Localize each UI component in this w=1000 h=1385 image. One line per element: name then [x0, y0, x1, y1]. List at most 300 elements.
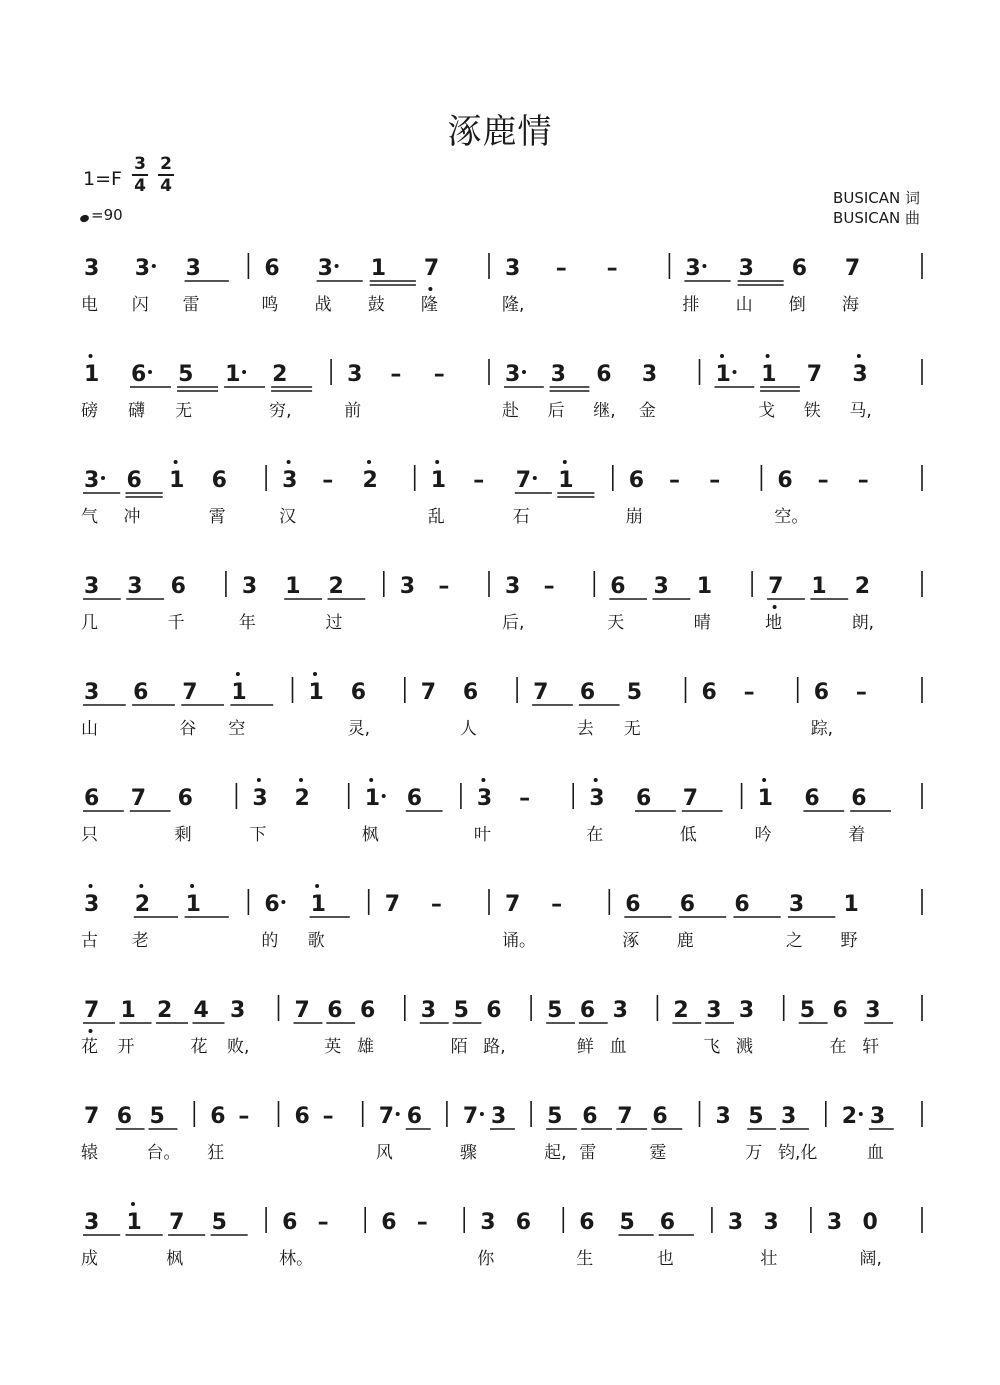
note: 1 — [169, 468, 185, 493]
note: 2 — [854, 574, 871, 599]
lyric-syllable: 天 — [607, 613, 625, 633]
note: 3 — [738, 256, 754, 281]
sustain-dash: – — [519, 786, 531, 811]
note: 6 — [406, 1104, 423, 1129]
lyric-syllable: 鸣 — [261, 295, 279, 315]
octave-up-dot — [369, 778, 373, 782]
augmentation-dot — [242, 370, 246, 374]
note: 6 — [791, 256, 808, 281]
note: 1 — [370, 256, 387, 281]
sustain-dash: – — [473, 468, 485, 493]
note: 6 — [264, 892, 280, 917]
lyric-syllable: 排 — [682, 295, 700, 315]
sustain-dash: – — [390, 362, 402, 387]
note: 6 — [360, 998, 376, 1023]
lyric-syllable: 朗, — [851, 613, 875, 633]
note: 7 — [384, 892, 401, 917]
note: 6 — [734, 892, 750, 917]
note: 6 — [579, 998, 596, 1023]
note: 1 — [843, 892, 859, 917]
note: 3 — [241, 574, 258, 599]
lyric-syllable: 路, — [483, 1037, 506, 1057]
note: 5 — [619, 1210, 635, 1235]
octave-up-dot — [313, 672, 317, 676]
sustain-dash: – — [855, 680, 867, 705]
octave-down-dot — [428, 287, 432, 291]
lyric-syllable: 阔, — [859, 1249, 882, 1269]
lyric-syllable: 倒 — [788, 295, 806, 315]
note: 1 — [231, 680, 247, 705]
lyric-syllable: 金 — [638, 401, 656, 421]
augmentation-dot — [480, 1112, 484, 1116]
note: 6 — [813, 680, 830, 705]
octave-up-dot — [139, 884, 143, 888]
note: 3 — [505, 256, 521, 281]
note: 6 — [264, 256, 280, 281]
lyric-syllable: 低 — [679, 825, 697, 845]
lyric-syllable: 枫 — [361, 825, 379, 845]
note: 6 — [579, 1210, 595, 1235]
octave-up-dot — [236, 672, 240, 676]
lyric-syllable: 雄 — [357, 1037, 374, 1057]
lyric-syllable: 电 — [81, 295, 98, 315]
lyric-syllable: 年 — [238, 613, 256, 633]
note: 1 — [308, 680, 324, 705]
note: 2 — [272, 362, 288, 387]
augmentation-dot — [335, 264, 339, 268]
sustain-dash: – — [322, 468, 334, 493]
lyric-syllable: 古 — [81, 931, 98, 951]
lyric-syllable: 灵, — [347, 719, 371, 739]
note: 7 — [806, 362, 823, 387]
lyric-syllable: 地 — [765, 613, 783, 633]
note: 3 — [84, 892, 100, 917]
note: 3 — [653, 574, 669, 599]
note: 3 — [738, 998, 755, 1023]
lyric-syllable: 踪, — [810, 719, 834, 739]
lyric-syllable: 山 — [735, 295, 753, 315]
note: 2 — [134, 892, 151, 917]
note: 3 — [589, 786, 605, 811]
lyric-syllable: 汉 — [279, 507, 297, 527]
augmentation-dot — [382, 794, 386, 798]
note: 6 — [610, 574, 626, 599]
octave-up-dot — [594, 778, 598, 782]
lyric-syllable: 战 — [314, 295, 332, 315]
note: 1 — [84, 362, 100, 387]
note: 6 — [701, 680, 717, 705]
lyric-syllable: 铁 — [803, 401, 821, 421]
lyric-syllable: 穷, — [269, 401, 292, 421]
note: 3 — [788, 892, 805, 917]
note: 3 — [505, 362, 521, 387]
lyric-syllable: 台。 — [146, 1143, 181, 1163]
note: 6 — [294, 1104, 310, 1129]
octave-up-dot — [720, 354, 724, 358]
note: 2 — [362, 468, 378, 493]
note: 3 — [476, 786, 493, 811]
note: 5 — [149, 1104, 165, 1129]
lyric-syllable: 壮 — [760, 1249, 778, 1269]
time-sig-denominator: 4 — [134, 175, 146, 196]
note: 6 — [381, 1210, 397, 1235]
note: 1 — [761, 362, 777, 387]
sustain-dash: – — [317, 1210, 329, 1235]
lyric-syllable: 钧,化 — [778, 1143, 818, 1163]
lyric-syllable: 的 — [261, 931, 279, 951]
note: 1 — [285, 574, 301, 599]
octave-up-dot — [367, 460, 371, 464]
note: 3 — [230, 998, 246, 1023]
note: 7 — [169, 1210, 185, 1235]
note: 7 — [515, 468, 532, 493]
lyric-syllable: 赴 — [502, 401, 519, 421]
note: 7 — [130, 786, 147, 811]
note: 5 — [453, 998, 469, 1023]
note: 1 — [696, 574, 713, 599]
octave-up-dot — [481, 778, 485, 782]
note: 7 — [505, 892, 521, 917]
augmentation-dot — [101, 476, 105, 480]
lyric-syllable: 人 — [459, 719, 477, 739]
lyric-syllable: 海 — [841, 295, 859, 315]
note: 3 — [715, 1104, 731, 1129]
note: 7 — [844, 256, 861, 281]
lyric-syllable: 歌 — [307, 931, 325, 951]
sustain-dash: – — [669, 468, 680, 493]
score-row — [81, 571, 922, 633]
lyric-syllable: 磅 — [81, 401, 98, 421]
lyric-syllable: 霄 — [208, 507, 226, 527]
lyric-syllable: 无 — [175, 401, 193, 421]
sustain-dash: – — [743, 680, 755, 705]
note: 6 — [211, 468, 227, 493]
sustain-dash: – — [238, 1104, 250, 1129]
sustain-dash: – — [430, 892, 442, 917]
lyric-syllable: 无 — [623, 719, 641, 739]
lyric-syllable: 吟 — [754, 825, 772, 845]
note: 3 — [781, 1104, 797, 1129]
note: 3 — [84, 574, 100, 599]
time-sig-denominator: 4 — [160, 175, 172, 196]
note: 6 — [652, 1104, 668, 1129]
lyric-syllable: 花 — [81, 1037, 98, 1057]
lyric-syllable: 过 — [325, 613, 343, 633]
lyric-syllable: 隆 — [420, 295, 438, 315]
note: 3 — [480, 1210, 496, 1235]
lyric-syllable: 之 — [785, 931, 803, 951]
octave-up-dot — [89, 884, 93, 888]
note: 6 — [406, 786, 423, 811]
note: 6 — [126, 468, 142, 493]
augmentation-dot — [533, 476, 537, 480]
lyric-syllable: 礴 — [128, 401, 145, 421]
note: 5 — [626, 680, 643, 705]
note: 1 — [715, 362, 731, 387]
score-row — [81, 672, 922, 739]
note: 3 — [685, 256, 701, 281]
score-row — [81, 778, 922, 845]
lyric-syllable: 雷 — [579, 1143, 597, 1163]
augmentation-dot — [396, 1112, 400, 1116]
note: 6 — [170, 574, 186, 599]
lyric-syllable: 隆, — [502, 295, 525, 315]
lyric-syllable: 起, — [544, 1143, 567, 1163]
lyric-syllable: 在 — [829, 1037, 847, 1057]
note: 5 — [748, 1104, 764, 1129]
note: 6 — [832, 998, 848, 1023]
note: 3 — [84, 468, 100, 493]
note: 6 — [659, 1210, 676, 1235]
lyric-syllable: 也 — [656, 1249, 674, 1269]
score-row — [81, 1202, 922, 1269]
octave-up-dot — [257, 778, 261, 782]
lyric-syllable: 辕 — [81, 1143, 98, 1163]
note: 7 — [378, 1104, 395, 1129]
note: 6 — [582, 1104, 598, 1129]
note: 7 — [182, 680, 198, 705]
note: 6 — [131, 362, 147, 387]
lyric-syllable: 开 — [117, 1037, 135, 1057]
lyric-syllable: 狂 — [207, 1143, 225, 1163]
note: 6 — [804, 786, 820, 811]
note: 3 — [185, 256, 201, 281]
note: 7 — [423, 256, 440, 281]
note: 2 — [328, 574, 344, 599]
lyric-syllable: 溅 — [735, 1037, 753, 1057]
lyric-syllable: 戈 — [758, 401, 776, 421]
sustain-dash: – — [817, 468, 829, 493]
lyric-syllable: 晴 — [693, 613, 711, 633]
lyric-syllable: 下 — [249, 825, 267, 845]
note: 6 — [515, 1210, 532, 1235]
note: 6 — [282, 1210, 298, 1235]
augmentation-dot — [859, 1112, 863, 1116]
note: 6 — [462, 680, 479, 705]
score-row — [81, 460, 922, 527]
lyric-syllable: 骤 — [459, 1143, 477, 1163]
octave-up-dot — [857, 354, 861, 358]
note: 3 — [252, 786, 268, 811]
lyric-syllable: 老 — [131, 931, 149, 951]
lyric-syllable: 冲 — [123, 507, 141, 527]
note: 6 — [116, 1104, 133, 1129]
augmentation-dot — [733, 370, 737, 374]
lyric-syllable: 千 — [167, 613, 185, 633]
lyric-syllable: 鼓 — [367, 295, 385, 315]
lyric-syllable: 野 — [840, 931, 858, 951]
octave-up-dot — [190, 884, 194, 888]
note: 6 — [777, 468, 793, 493]
note: 7 — [617, 1104, 633, 1129]
lyric-syllable: 鹿 — [676, 931, 694, 951]
note: 6 — [625, 892, 641, 917]
sustain-dash: – — [606, 256, 618, 281]
lyric-syllable: 枫 — [166, 1249, 184, 1269]
lyricist-credit: BUSICAN 词 — [833, 189, 920, 207]
score-row — [81, 354, 922, 421]
note: 1 — [558, 468, 574, 493]
score-title: 涿鹿情 — [447, 112, 553, 152]
note: 7 — [84, 998, 100, 1023]
time-sig-numerator: 3 — [134, 154, 146, 174]
lyric-syllable: 去 — [576, 719, 594, 739]
note: 3 — [127, 574, 143, 599]
note: 3 — [84, 680, 100, 705]
octave-up-dot — [131, 1202, 135, 1206]
lyric-syllable: 着 — [848, 825, 866, 845]
lyric-syllable: 后 — [547, 401, 565, 421]
note: 7 — [533, 680, 549, 705]
note: 6 — [851, 786, 867, 811]
lyric-syllable: 前 — [344, 401, 362, 421]
note: 3 — [865, 998, 881, 1023]
note: 6 — [628, 468, 645, 493]
note: 4 — [193, 998, 209, 1023]
note: 5 — [799, 998, 816, 1023]
augmentation-dot — [522, 370, 526, 374]
lyric-syllable: 谷 — [179, 719, 197, 739]
note: 3 — [763, 1210, 779, 1235]
note: 3 — [869, 1104, 886, 1129]
lyric-syllable: 石 — [512, 507, 530, 527]
note: 2 — [294, 786, 310, 811]
lyric-syllable: 山 — [81, 719, 98, 739]
lyric-syllable: 空。 — [774, 507, 809, 527]
note: 6 — [579, 680, 596, 705]
lyric-syllable: 飞 — [703, 1037, 721, 1057]
lyric-syllable: 成 — [81, 1249, 98, 1269]
note: 7 — [768, 574, 784, 599]
octave-down-dot — [89, 1029, 93, 1033]
sustain-dash: – — [322, 1104, 334, 1129]
lyric-syllable: 剩 — [174, 825, 192, 845]
lyric-syllable: 几 — [81, 613, 98, 633]
note: 3 — [84, 1210, 100, 1235]
lyric-syllable: 陌 — [450, 1037, 468, 1057]
octave-up-dot — [299, 778, 303, 782]
augmentation-dot — [281, 900, 285, 904]
score-row — [81, 253, 922, 315]
octave-up-dot — [762, 778, 766, 782]
octave-up-dot — [435, 460, 439, 464]
lyric-syllable: 继, — [593, 401, 616, 421]
note: 7 — [462, 1104, 479, 1129]
lyric-syllable: 血 — [609, 1037, 627, 1057]
note: 6 — [133, 680, 149, 705]
sustain-dash: – — [438, 574, 450, 599]
note: 3 — [727, 1210, 744, 1235]
sustain-dash: – — [857, 468, 869, 493]
augmentation-dot — [702, 264, 706, 268]
note: 6 — [679, 892, 696, 917]
lyric-syllable: 乱 — [427, 507, 445, 527]
score-row — [81, 1101, 922, 1163]
note: 1 — [185, 892, 201, 917]
note: 7 — [84, 1104, 100, 1129]
lyric-syllable: 鲜 — [576, 1037, 594, 1057]
note: 3 — [641, 362, 658, 387]
note: 2 — [673, 998, 689, 1023]
note: 5 — [547, 1104, 563, 1129]
note: 1 — [811, 574, 827, 599]
octave-down-dot — [773, 605, 777, 609]
sustain-dash: – — [555, 256, 567, 281]
note: 2 — [157, 998, 173, 1023]
note: 3 — [420, 998, 437, 1023]
augmentation-dot — [152, 264, 156, 268]
sustain-dash: – — [433, 362, 445, 387]
note: 6 — [350, 680, 367, 705]
lyric-syllable: 血 — [866, 1143, 884, 1163]
note: 3 — [317, 256, 333, 281]
note: 1 — [364, 786, 381, 811]
lyric-syllable: 轩 — [862, 1037, 880, 1057]
lyric-syllable: 雷 — [182, 295, 200, 315]
note: 1 — [310, 892, 326, 917]
note: 1 — [757, 786, 773, 811]
lyric-syllable: 崩 — [625, 507, 643, 527]
note: 1 — [126, 1210, 142, 1235]
note: 3 — [706, 998, 722, 1023]
score-row — [81, 884, 922, 951]
note: 5 — [178, 362, 194, 387]
note: 6 — [327, 998, 343, 1023]
note: 7 — [420, 680, 437, 705]
note: 3 — [826, 1210, 843, 1235]
note: 6 — [636, 786, 652, 811]
augmentation-dot — [148, 370, 152, 374]
note: 7 — [682, 786, 699, 811]
lyric-syllable: 气 — [81, 507, 98, 527]
lyric-syllable: 花 — [190, 1037, 208, 1057]
note: 3 — [505, 574, 521, 599]
note: 1 — [225, 362, 241, 387]
lyric-syllable: 风 — [375, 1143, 393, 1163]
octave-up-dot — [766, 354, 770, 358]
note: 2 — [841, 1104, 858, 1129]
lyric-syllable: 只 — [81, 825, 98, 845]
lyric-syllable: 在 — [586, 825, 604, 845]
lyric-syllable: 诵。 — [502, 931, 536, 951]
note: 3 — [612, 998, 628, 1023]
note: 3 — [84, 256, 100, 281]
octave-up-dot — [89, 354, 93, 358]
octave-up-dot — [315, 884, 319, 888]
lyric-syllable: 英 — [324, 1037, 342, 1057]
time-sig-numerator: 2 — [160, 154, 172, 174]
note: 1 — [430, 468, 447, 493]
note: 3 — [852, 362, 868, 387]
octave-up-dot — [563, 460, 567, 464]
sustain-dash: – — [543, 574, 555, 599]
lyric-syllable: 霆 — [649, 1143, 667, 1163]
note: 3 — [134, 256, 151, 281]
sustain-dash: – — [416, 1210, 428, 1235]
lyric-syllable: 马, — [849, 401, 872, 421]
note: 3 — [550, 362, 566, 387]
note: 3 — [399, 574, 416, 599]
tempo-value: =90 — [91, 206, 123, 224]
lyric-syllable: 叶 — [473, 825, 491, 845]
note: 6 — [177, 786, 193, 811]
score-row — [81, 995, 922, 1057]
note: 6 — [596, 362, 612, 387]
note: 3 — [491, 1104, 507, 1129]
note: 7 — [294, 998, 310, 1023]
lyric-syllable: 万 — [745, 1143, 763, 1163]
lyric-syllable: 涿 — [622, 931, 640, 951]
